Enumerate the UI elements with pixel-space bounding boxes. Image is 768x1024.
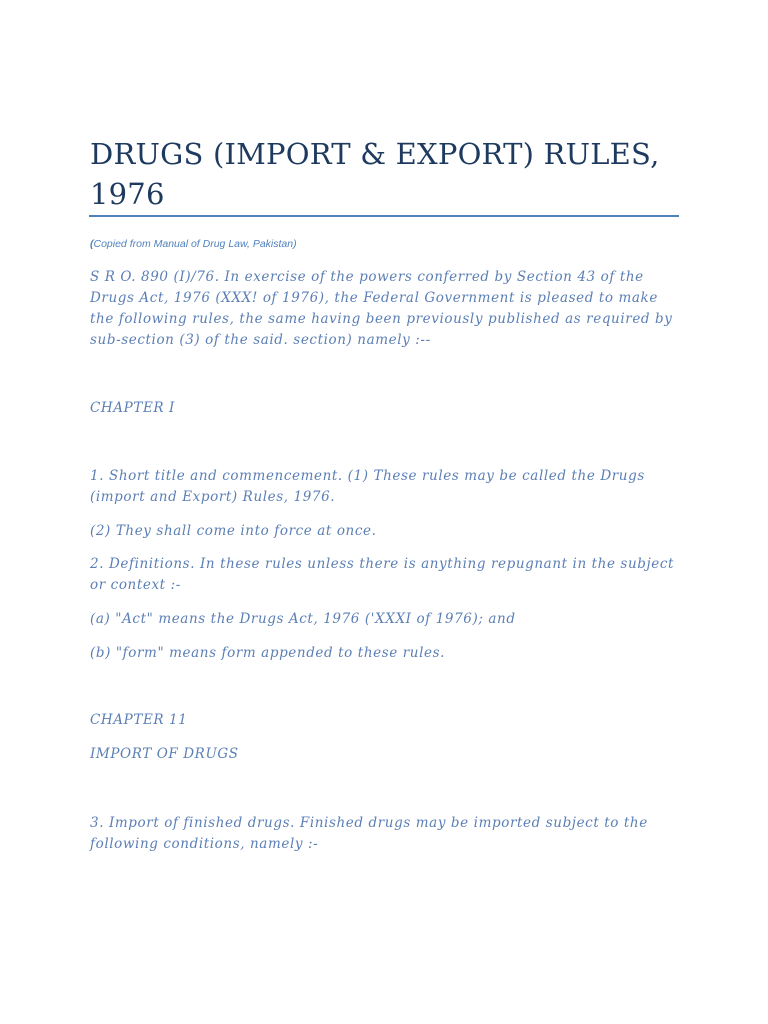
rule-1-paragraph: 1. Short title and commencement. (1) These rules may be called the Drugs (import and Export) Rules, 1976. — [90, 468, 645, 505]
rule-2-paragraph: 2. Definitions. In these rules unless there is anything repugnant in the subject or context :- — [90, 556, 675, 593]
rule-1-2-paragraph: (2) They shall come into force at once. — [90, 523, 377, 539]
source-note-text: Copied from Manual of Drug Law, Pakistan — [93, 238, 294, 250]
chapter-1-heading: CHAPTER I — [90, 400, 175, 416]
chapter-2-heading: CHAPTER 11 — [90, 712, 188, 728]
source-note — [90, 237, 297, 251]
source-note-close-paren: ) — [293, 238, 297, 250]
import-of-drugs-heading: IMPORT OF DRUGS — [90, 746, 239, 762]
definition-a-paragraph: (a) "Act" means the Drugs Act, 1976 ('XXXI of 1976); and — [90, 611, 516, 627]
document-title: DRUGS (IMPORT & EXPORT) RULES, 1976 — [90, 137, 660, 211]
rule-3-paragraph: 3. Import of finished drugs. Finished drugs may be imported subject to the following conditions, namely :- — [90, 815, 648, 852]
definition-b-paragraph: (b) "form" means form appended to these rules. — [90, 645, 445, 661]
title-underline — [89, 215, 679, 217]
source-note-open-paren: ( — [90, 238, 94, 250]
preamble-paragraph: S R O. 890 (I)/76. In exercise of the powers conferred by Section 43 of the Drugs Act, 1976 (XXX! of 1976), the Federal Government is pleased to make the following rules, the same having been previously published as required by sub-section (3) of the said. section) namely :-- — [90, 269, 673, 348]
